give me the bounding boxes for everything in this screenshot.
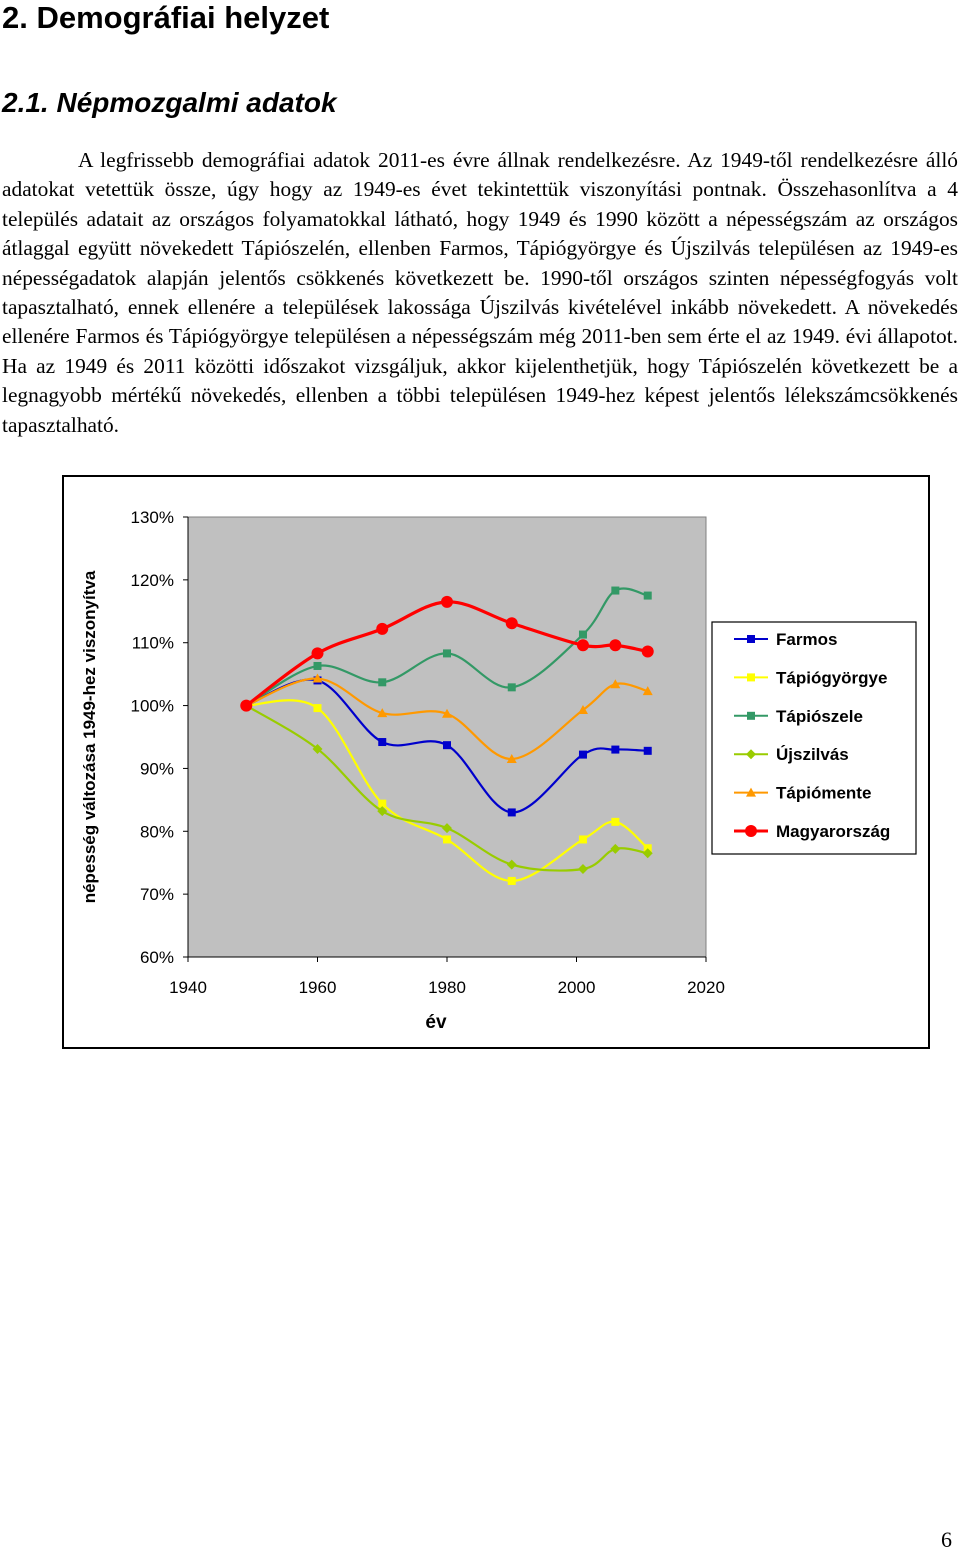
data-point bbox=[579, 751, 587, 759]
y-tick-label: 90% bbox=[139, 759, 174, 779]
data-point bbox=[312, 647, 324, 659]
y-axis-title: népesség változása 1949-hez viszonyítva bbox=[80, 570, 99, 904]
data-point bbox=[611, 746, 619, 754]
x-tick-label: 2000 bbox=[557, 978, 596, 997]
plot-area bbox=[188, 517, 706, 957]
data-point bbox=[240, 700, 252, 712]
legend-label: Farmos bbox=[776, 630, 838, 649]
data-point bbox=[443, 741, 451, 749]
y-tick-label: 60% bbox=[139, 948, 174, 967]
subsection-heading: 2.1. Népmozgalmi adatok bbox=[2, 87, 337, 118]
body-paragraph: A legfrissebb demográfiai adatok 2011-es évre állnak rendelkezésre. Az 1949-től rendelkezésre álló adatokat vetettük össze, úgy hogy az 1949-es évet tekintettük viszonyítási pontnak. Összehasonlítva a 4 település adatait az országos folyamatokkal látható, hogy 1949 és 1990 között a népességszám az országos átlaggal együtt növekedett Tápiószelén, ellenben Farmos, Tápiógyörgye és Újszilvás településen az 1949-es népességadatok alapján jelentős csökkenés következett be. 1990-től országos szinten népességfogyás volt tapasztalható, ennek ellenére a települések lakossága Újszilvás kivételével inkább növekedett. A növekedés ellenére Farmos és Tápiógyörgye településen a népességszám még 2011-ben sem érte el az 1949. évi állapotot. Ha az 1949 és 2011 közötti időszakot vizsgáljuk, akkor kijelenthetjük, hogy Tápiószelén következett be a legnagyobb mértékű növekedés, ellenben a többi településen 1949-hez képest jelentős lélekszámcsökkenés tapasztalható. bbox=[2, 148, 958, 437]
x-tick-label: 1960 bbox=[298, 978, 337, 997]
legend-marker bbox=[745, 825, 757, 837]
x-axis bbox=[169, 957, 725, 997]
page-number: 6 bbox=[941, 1527, 952, 1552]
y-tick-label: 80% bbox=[139, 822, 174, 842]
legend-label: Újszilvás bbox=[776, 745, 849, 765]
data-point bbox=[644, 747, 652, 755]
data-point bbox=[611, 818, 619, 826]
data-point bbox=[579, 835, 587, 843]
chart-canvas bbox=[64, 477, 932, 1051]
data-point bbox=[611, 587, 619, 595]
x-tick-label: 1980 bbox=[428, 978, 466, 997]
x-tick-label: 1940 bbox=[169, 978, 207, 997]
data-point bbox=[441, 596, 453, 608]
data-point bbox=[577, 639, 589, 651]
legend-label: Tápiómente bbox=[776, 783, 872, 803]
data-point bbox=[378, 738, 386, 746]
x-tick-label: 2020 bbox=[687, 978, 725, 997]
data-point bbox=[644, 592, 652, 600]
section-heading: 2. Demográfiai helyzet bbox=[2, 0, 330, 35]
y-tick-label: 100% bbox=[130, 696, 174, 716]
data-point bbox=[443, 649, 451, 657]
data-point bbox=[642, 646, 654, 658]
legend-marker bbox=[747, 673, 755, 681]
data-point bbox=[443, 835, 451, 843]
data-point bbox=[314, 662, 322, 670]
y-tick-label: 110% bbox=[131, 633, 174, 653]
y-tick-label: 130% bbox=[130, 508, 174, 527]
data-point bbox=[376, 623, 388, 635]
legend-label: Tápiógyörgye bbox=[776, 668, 888, 688]
data-point bbox=[508, 808, 516, 816]
legend-marker bbox=[747, 712, 755, 720]
population-chart bbox=[62, 475, 930, 1049]
x-axis-title: év bbox=[425, 1012, 447, 1033]
data-point bbox=[506, 617, 518, 629]
y-tick-label: 120% bbox=[130, 570, 174, 590]
data-point bbox=[378, 678, 386, 686]
legend-label: Tápiószele bbox=[776, 706, 863, 726]
legend-label: Magyarország bbox=[776, 822, 891, 841]
data-point bbox=[314, 704, 322, 712]
y-tick-label: 70% bbox=[139, 885, 174, 905]
data-point bbox=[609, 639, 621, 651]
legend bbox=[712, 622, 916, 854]
data-point bbox=[508, 877, 516, 885]
y-axis bbox=[131, 508, 188, 967]
data-point bbox=[579, 631, 587, 639]
legend-marker bbox=[747, 635, 755, 643]
data-point bbox=[508, 683, 516, 691]
